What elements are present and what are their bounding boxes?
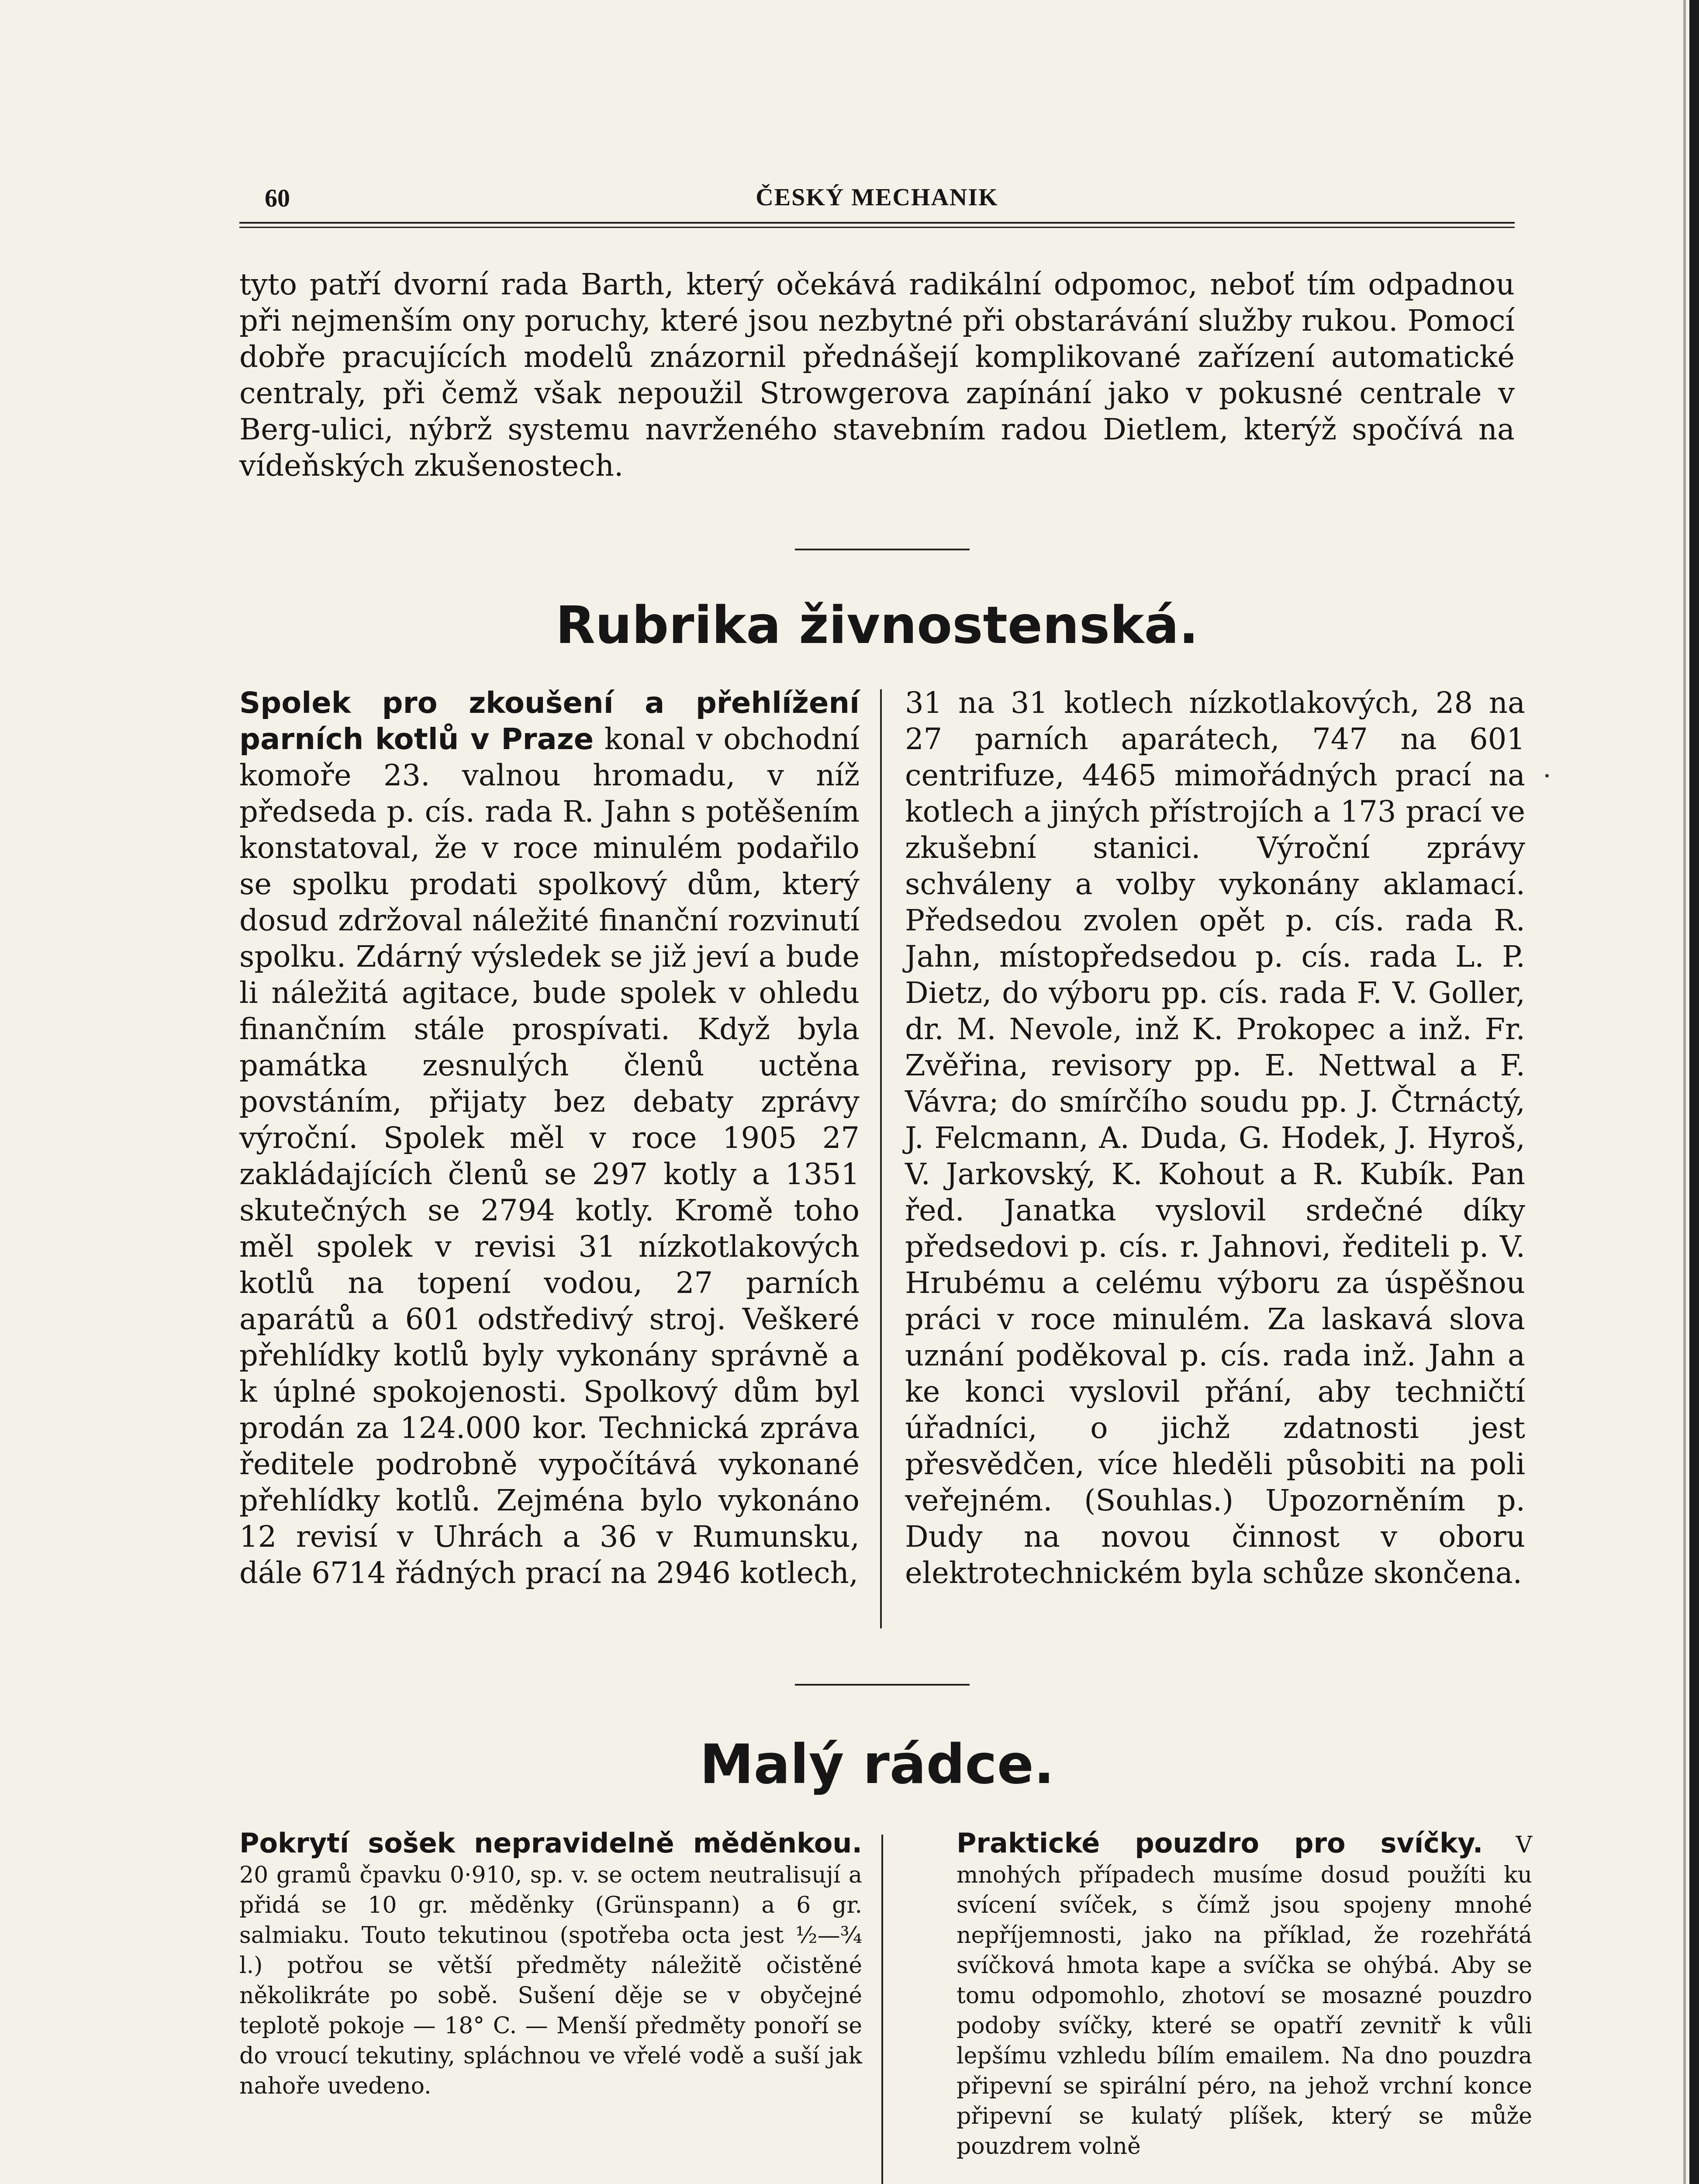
header-double-rule xyxy=(239,222,1515,228)
tip-body-sosky: 20 gramů čpavku 0·910, sp. v. se octem neutralisují a přidá se 10 gr. měděnky (Grünspann) a 6 gr. salmiaku. Touto tekutinou (spotřeba octa jest ½—¾ l.) potřou se větší předměty náležitě očistěné několikráte po sobě. Sušení děje se v obyčejné teplotě pokoje — 18° C. — Menší předměty ponoří se do vroucí tekutiny, spláchnou ve vřelé vodě a suší jak nahoře uvedeno. xyxy=(239,1862,862,2099)
running-header xyxy=(239,183,1515,214)
tip-left-column xyxy=(239,1828,862,2101)
scan-speck xyxy=(1545,774,1549,778)
scan-edge-shadow xyxy=(1689,0,1699,2184)
section-title-rubrika: Rubrika živnostenská. xyxy=(555,595,1199,655)
tip-body-pouzdro: V mnohých případech musíme dosud použíti ku svícení svíček, s čímž jsou spojeny mnohé nepříjemnosti, jako na příklad, že rozehřátá svíčková hmota kape a svíčka se ohýbá. Aby se tomu odpomohlo, zhotoví se mosazné pouzdro podoby svíčky, které se opatří zevnitř k vůli lepšímu vzhledu bílím emailem. Na dno pouzdra připevní se spirální péro, na jehož vrchní konce připevní se kulatý plíšek, který se může pouzdrem volně xyxy=(957,1832,1532,2160)
article-body-left: konal v obchodní komoře 23. valnou hromadu, v níž předseda p. cís. rada R. Jahn s potěšením konstatoval, že v roce minulém podařilo se spolku prodati spolkový dům, který dosud zdržoval náležité finanční rozvinutí spolku. Zdárný výsledek se již jeví a bude li náležitá agitace, bude spolek v ohledu finančním stále prospívati. Když byla památka zesnulých členů uctěna povstáním, přijaty bez debaty zprávy výroční. Spolek měl v roce 1905 27 zakládajících členů se 297 kotly a 1351 skutečných se 2794 kotly. Kromě toho měl spolek v revisi 31 nízkotlakových kotlů na topení vodou, 27 parních aparátů a 601 odstředivý stroj. Veškeré přehlídky kotlů byly vykonány správně a k úplné spokojenosti. Spolkový dům byl prodán za 124.000 kor. Technická zpráva ředitele podrobně vypočítává vykonané přehlídky kotlů. Zejména bylo vykonáno 12 revisí v Uhrách a 36 v Rumunsku, dále 6714 řádných prací na 2946 kotlech, xyxy=(239,722,860,1590)
tip-right-column xyxy=(957,1828,1532,2162)
section-title-maly-radce: Malý rádce. xyxy=(700,1733,1054,1796)
section-divider-rule xyxy=(795,1684,970,1686)
article-body-right: 31 na 31 kotlech nízkotlakových, 28 na 27 parních aparátech, 747 na 601 centrifuze, 4465 mimořádných prací na kotlech a jiných přístrojích a 173 prací ve zkušební stanici. Výroční zprávy schváleny a volby vykonány aklamací. Předsedou zvolen opět p. cís. rada R. Jahn, místopředsedou p. cís. rada L. P. Dietz, do výboru pp. cís. rada F. V. Goller, dr. M. Nevole, inž K. Prokopec a inž. Fr. Zvěřina, revisory pp. E. Nettwal a F. Vávra; do smírčího soudu pp. J. Čtrnáctý, J. Felcmann, A. Duda, G. Hodek, J. Hyroš, V. Jarkovský, K. Kohout a R. Kubík. Pan řed. Janatka vyslovil srdečné díky předsedovi p. cís. r. Jahnovi, řediteli p. V. Hrubému a celému výboru za úspěšnou práci v roce minulém. Za laskavá slova uznání poděkoval p. cís. rada inž. Jahn a ke konci vyslovil přání, aby techničtí úřadníci, o jichž zdatnosti jest přesvědčen, více hleděli působiti na poli veřejném. (Souhlas.) Upozorněním p. Dudy na novou činnost v oboru elektrotechnickém byla schůze skončena. xyxy=(905,686,1525,1590)
intro-paragraph: tyto patří dvorní rada Barth, který očekává radikální odpomoc, neboť tím odpadnou při nejmenším ony poruchy, které jsou nezbytné při obstarávání služby rukou. Pomocí dobře pracujících modelů znázornil přednášejí komplikované zařízení automatické centraly, při čemž však nepoužil Strowgerova zapínání jako v pokusné centrale v Berg-ulici, nýbrž systemu navrženého stavebním radou Dietlem, kterýž spočívá na vídeňských zkušenostech. xyxy=(239,267,1515,483)
page-number: 60 xyxy=(265,184,290,212)
article-lead-spolek: Spolek pro zkoušení a přehlížení parních kotlů v Praze xyxy=(239,686,860,756)
article-right-column xyxy=(905,685,1525,1591)
journal-title: ČESKÝ MECHANIK xyxy=(756,184,998,211)
column-divider xyxy=(881,1835,883,2184)
tip-lead-sosky: Pokrytí sošek nepravidelně mědĕnkou. xyxy=(239,1827,862,1859)
article-left-column xyxy=(239,685,860,1591)
section-divider-rule xyxy=(795,549,970,550)
scan-edge-line xyxy=(1683,0,1686,2184)
tip-lead-pouzdro: Praktické pouzdro pro svíčky. xyxy=(957,1827,1483,1859)
column-divider xyxy=(880,689,882,1628)
